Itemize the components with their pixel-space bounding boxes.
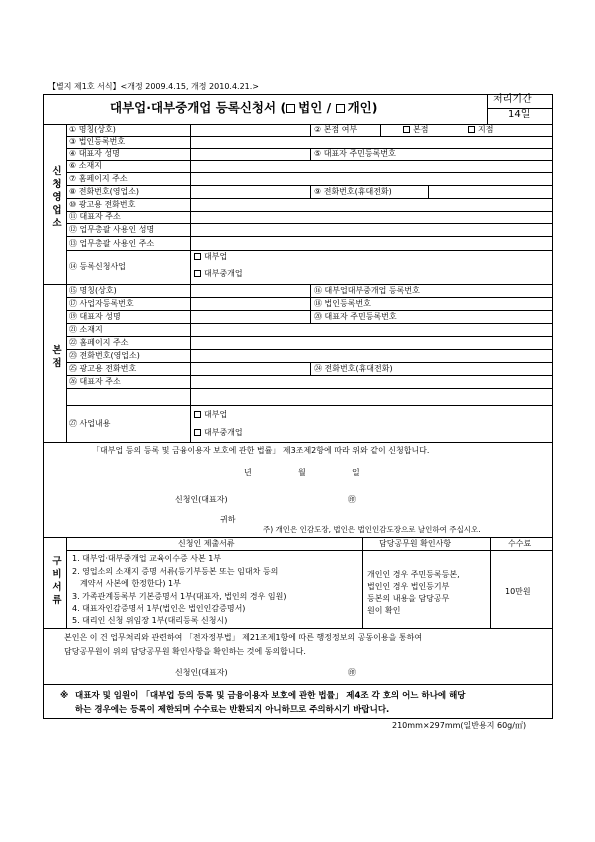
warning-line-1: 대표자 및 임원이 「대부업 등의 등록 및 금융이용자 보호에 관한 법률」 제4조 각 호의 어느 하나에 해당 bbox=[75, 691, 466, 701]
individual-checkbox[interactable] bbox=[336, 104, 345, 113]
biz-a-brokerage[interactable]: 대부중개업 bbox=[194, 269, 243, 279]
field-b17: ⑰ 사업자등록번호 bbox=[69, 299, 134, 308]
date-day: 일 bbox=[352, 468, 360, 477]
consent-seal: ㊞ bbox=[348, 668, 356, 677]
field-a4: ④ 대표자 성명 bbox=[69, 149, 120, 158]
declaration-seal: ㊞ bbox=[348, 495, 356, 504]
section-b-side-label: 본점 bbox=[52, 345, 62, 369]
field-a9: ⑨ 전화번호(휴대전화) bbox=[314, 187, 392, 196]
field-b16: ⑯ 대부업대부중개업 등록번호 bbox=[314, 286, 420, 295]
consent-applicant: 신청인(대표자) bbox=[175, 668, 228, 677]
field-b22: ㉒ 홈페이지 주소 bbox=[69, 338, 129, 347]
date-year: 년 bbox=[244, 468, 252, 477]
field-a3: ③ 법인등록번호 bbox=[69, 137, 126, 146]
field-a5: ⑤ 대표자 주민등록번호 bbox=[314, 149, 396, 158]
docs-col-verify: 담당공무원 확인사항 bbox=[379, 539, 452, 548]
biz-a-lending-checkbox[interactable] bbox=[194, 253, 201, 260]
verify-line-1: 개인인 경우 주민등록등본, bbox=[367, 570, 460, 579]
title-text: 대부업·대부중개업 등록신청서 bbox=[110, 100, 277, 115]
field-b15: ⑮ 명칭(상호) bbox=[69, 286, 117, 295]
field-b26: ㉖ 대표자 주소 bbox=[69, 377, 121, 386]
docs-col-submitted: 신청인 제출서류 bbox=[178, 539, 235, 548]
field-b18: ⑱ 법인등록번호 bbox=[314, 299, 371, 308]
biz-b-brokerage[interactable]: 대부중개업 bbox=[194, 428, 243, 438]
section-a-side-label: 신청영업소 bbox=[52, 166, 62, 229]
declaration-note: 주) 개인은 인감도장, 법인은 법인인감도장으로 날인하여 주십시오. bbox=[263, 525, 481, 534]
consent-text-2: 담당공무원이 위의 담당공무원 확인사항을 확인하는 것에 동의합니다. bbox=[64, 647, 306, 656]
field-b27: ㉗ 사업내용 bbox=[69, 419, 111, 428]
doc-item-5: 5. 대리인 신청 위임장 1부(대리등록 신청시) bbox=[72, 616, 228, 625]
hq-yes-option[interactable]: 본점 bbox=[403, 125, 428, 135]
doc-item-1: 1. 대부업·대부중개업 교육이수증 사본 1부 bbox=[72, 554, 222, 563]
docs-col-fee: 수수료 bbox=[508, 539, 532, 548]
field-a2: ② 본점 여부 bbox=[314, 125, 358, 134]
field-b20: ⑳ 대표자 주민등록번호 bbox=[314, 312, 397, 321]
processing-label: 처리기간 bbox=[493, 94, 532, 105]
field-b24: ㉔ 전화번호(휴대전화) bbox=[314, 364, 393, 373]
warning-line-2: 하는 경우에는 등록이 제한되며 수수료는 반환되지 아니하므로 주의하시기 바랍니다. bbox=[75, 705, 390, 715]
field-a10: ⑩ 광고용 전화번호 bbox=[69, 200, 136, 209]
field-b25: ㉕ 광고용 전화번호 bbox=[69, 364, 137, 373]
date-month: 월 bbox=[298, 468, 306, 477]
processing-value: 14일 bbox=[508, 109, 531, 120]
form-number: 【별지 제1호 서식】<개정 2009.4.15, 개정 2010.4.21.> bbox=[48, 82, 260, 91]
hq-yes-checkbox[interactable] bbox=[403, 126, 410, 133]
warning-mark: ※ bbox=[60, 691, 69, 701]
corporate-checkbox[interactable] bbox=[286, 104, 295, 113]
consent-text-1: 본인은 이 건 업무처리와 관련하여 「전자정부법」 제21조제1항에 따른 행정정보의 공동이용을 통하여 bbox=[64, 633, 423, 642]
field-a14: ⑭ 등록신청사업 bbox=[69, 262, 126, 271]
docs-side-label: 구비서류 bbox=[52, 556, 62, 606]
declaration-text: 「대부업 등의 등록 및 금융이용자 보호에 관한 법률」 제3조제2항에 따라 위와 같이 신청합니다. bbox=[92, 446, 430, 455]
fee-value: 10만원 bbox=[505, 587, 531, 596]
field-a13: ⑬ 업무총괄 사용인 주소 bbox=[69, 239, 155, 248]
form-title: 대부업·대부중개업 등록신청서 ( 법인 / 개인) bbox=[110, 100, 378, 115]
doc-item-3: 3. 가족관계등록부 기본증명서 1부(대표자, 법인의 경우 임원) bbox=[72, 592, 287, 601]
hq-no-checkbox[interactable] bbox=[468, 126, 475, 133]
biz-b-lending[interactable]: 대부업 bbox=[194, 410, 227, 420]
field-a1: ① 명칭(상호) bbox=[69, 125, 116, 134]
field-a11: ⑪ 대표자 주소 bbox=[69, 212, 121, 221]
declaration-to: 귀하 bbox=[220, 515, 236, 524]
biz-a-lending[interactable]: 대부업 bbox=[194, 252, 227, 262]
biz-b-brokerage-checkbox[interactable] bbox=[194, 429, 201, 436]
verify-line-2: 법인인 경우 법인등기부 bbox=[367, 582, 450, 591]
verify-line-4: 원이 확인 bbox=[367, 606, 401, 615]
doc-item-2b: 계약서 사본에 한정한다) 1부 bbox=[80, 579, 181, 588]
field-a8: ⑧ 전화번호(영업소) bbox=[69, 187, 140, 196]
field-b23: ㉓ 전화번호(영업소) bbox=[69, 351, 140, 360]
verify-line-3: 등본의 내용을 담당공무 bbox=[367, 594, 450, 603]
declaration-applicant: 신청인(대표자) bbox=[175, 495, 228, 504]
field-a6: ⑥ 소재지 bbox=[69, 161, 102, 170]
doc-item-4: 4. 대표자인감증명서 1부(법인은 법인인감증명서) bbox=[72, 604, 246, 613]
doc-item-2: 2. 영업소의 소재지 증명 서류(등기부등본 또는 임대차 등의 bbox=[72, 567, 279, 576]
biz-b-lending-checkbox[interactable] bbox=[194, 411, 201, 418]
field-b19: ⑲ 대표자 성명 bbox=[69, 312, 121, 321]
paper-size: 210mm×297mm(일반용지 60g/㎡) bbox=[392, 721, 527, 730]
field-a7: ⑦ 홈페이지 주소 bbox=[69, 174, 128, 183]
field-a12: ⑫ 업무총괄 사용인 성명 bbox=[69, 225, 155, 234]
field-b21: ㉑ 소재지 bbox=[69, 325, 103, 334]
hq-no-option[interactable]: 지점 bbox=[468, 125, 493, 135]
biz-a-brokerage-checkbox[interactable] bbox=[194, 270, 201, 277]
